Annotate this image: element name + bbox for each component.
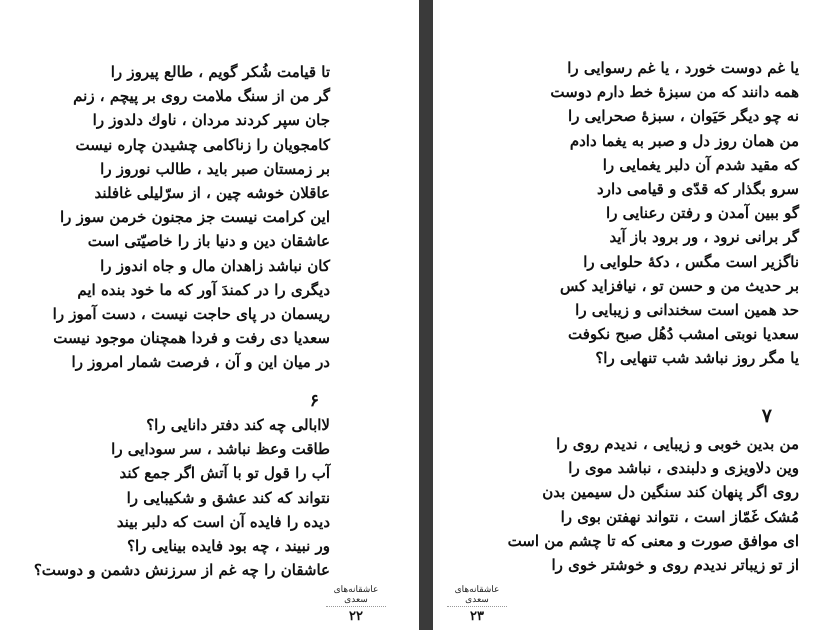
- verse-line: حد همین است سخندانی و زیبایی را: [575, 300, 799, 319]
- poem-verses-top: [53, 60, 330, 374]
- verse-line: وین دلاویزی و دلبندی ، نباشد موی را: [568, 459, 799, 478]
- running-title: عاشقانه‌های سعدی: [447, 585, 507, 607]
- section-number: ۷: [761, 405, 772, 427]
- verse-line: ناگزیر است مگس ، دکهٔ حلوایی را: [583, 252, 799, 271]
- verse-line: ور نبیند ، چه بود فایده بینایی را؟: [127, 536, 330, 555]
- verse-line: یا مگر روز نباشد شب تنهایی را؟: [595, 349, 799, 368]
- book-spine: [419, 0, 433, 630]
- verse-line: سعدیا نوبتی امشب دُهُل صبح نکوفت: [568, 325, 799, 344]
- verse-line: نه چو دیگر حَیَوان ، سبزهٔ صحرایی را: [568, 107, 799, 126]
- verse-line: بر حدیث من و حسن تو ، نیافزاید کس: [559, 276, 799, 295]
- page-number: ۲۲: [349, 609, 363, 624]
- verse-line: گو ببین آمدن و رفتن رعنایی را: [606, 204, 799, 223]
- verse-line: طاقت وعظ نباشد ، سر سودایی را: [111, 440, 330, 459]
- verse-line: من بدین خوبی و زیبایی ، ندیدم روی را: [556, 435, 799, 453]
- verse-line: عاشقان دین و دنیا باز را خاصیّتی است: [87, 232, 330, 251]
- verse-line: از تو زیباتر ندیدم روی و خوشتر خوی را: [551, 555, 799, 574]
- section-number: ۶: [309, 391, 319, 411]
- verse-line: گر من از سنگ ملامت روی بر پیچم ، زنم: [73, 87, 330, 106]
- verse-line: جان سپر کردند مردان ، ناوك دلدوز را: [92, 111, 330, 130]
- verse-line: لاابالی چه کند دفتر دانایی را؟: [146, 416, 330, 434]
- verse-line: ریسمان در پای حاجت نیست ، دست آموز را: [52, 304, 330, 323]
- verse-line: تا قیامت شُکر گویم ، طالع پیروز را: [110, 63, 330, 81]
- right-page: [433, 0, 829, 630]
- verse-line: عاقلان خوشه چین ، از سرّلیلی غافلند: [94, 183, 330, 202]
- poem-verses-bottom: [508, 432, 799, 577]
- verse-line: که مقید شدم آن دلبر یغمایی را: [602, 155, 799, 174]
- verse-line: مُشک غَمّاز است ، نتواند نهفتن بوی را: [560, 507, 799, 526]
- verse-line: من همان روز دل و صبر به یغما دادم: [569, 131, 799, 150]
- page-footer: [447, 585, 507, 624]
- verse-line: سعدیا دی رفت و فردا همچنان موجود نیست: [53, 329, 330, 348]
- verse-line: در میان این و آن ، فرصت شمار امروز را: [71, 353, 330, 372]
- verse-line: دیده را فایده آن است که دلبر بیند: [116, 512, 330, 531]
- verse-line: آب را قول تو با آتش اگر جمع کند: [119, 464, 330, 483]
- verse-line: دیگری را در کمندَ آور که ما خود بنده ایم: [77, 280, 330, 299]
- verse-line: بر زمستان صبر باید ، طالب نوروز را: [100, 159, 330, 178]
- verse-line: ای موافق صورت و معنی که تا چشم من است: [507, 531, 799, 550]
- page-number: ۲۳: [470, 609, 484, 624]
- verse-line: این کرامت نیست جز مجنون خرمن سوز را: [59, 208, 330, 227]
- poem-verses-bottom: [34, 413, 330, 582]
- verse-line: کامجویان را زناکامی چشیدن چاره نیست: [75, 135, 330, 154]
- verse-line: یا غم دوست خورد ، یا غم رسوایی را: [567, 59, 799, 77]
- running-title: عاشقانه‌های سعدی: [326, 585, 386, 607]
- verse-line: سرو بگذار که قدّی و قیامی دارد: [597, 179, 799, 198]
- verse-line: گر برانی نرود ، ور برود باز آید: [609, 228, 799, 247]
- poem-verses-top: [550, 56, 799, 370]
- verse-line: همه دانند که من سبزهٔ خط دارم دوست: [550, 83, 799, 102]
- page-footer: [326, 585, 386, 624]
- verse-line: عاشقان را چه غم از سرزنش دشمن و دوست؟: [33, 561, 330, 580]
- verse-line: روی اگر پنهان کند سنگین دل سیمین بدن: [542, 483, 799, 502]
- verse-line: کان نباشد زاهدان مال و جاه اندوز را: [100, 256, 330, 275]
- verse-line: نتواند که کند عشق و شکیبایی را: [126, 488, 330, 507]
